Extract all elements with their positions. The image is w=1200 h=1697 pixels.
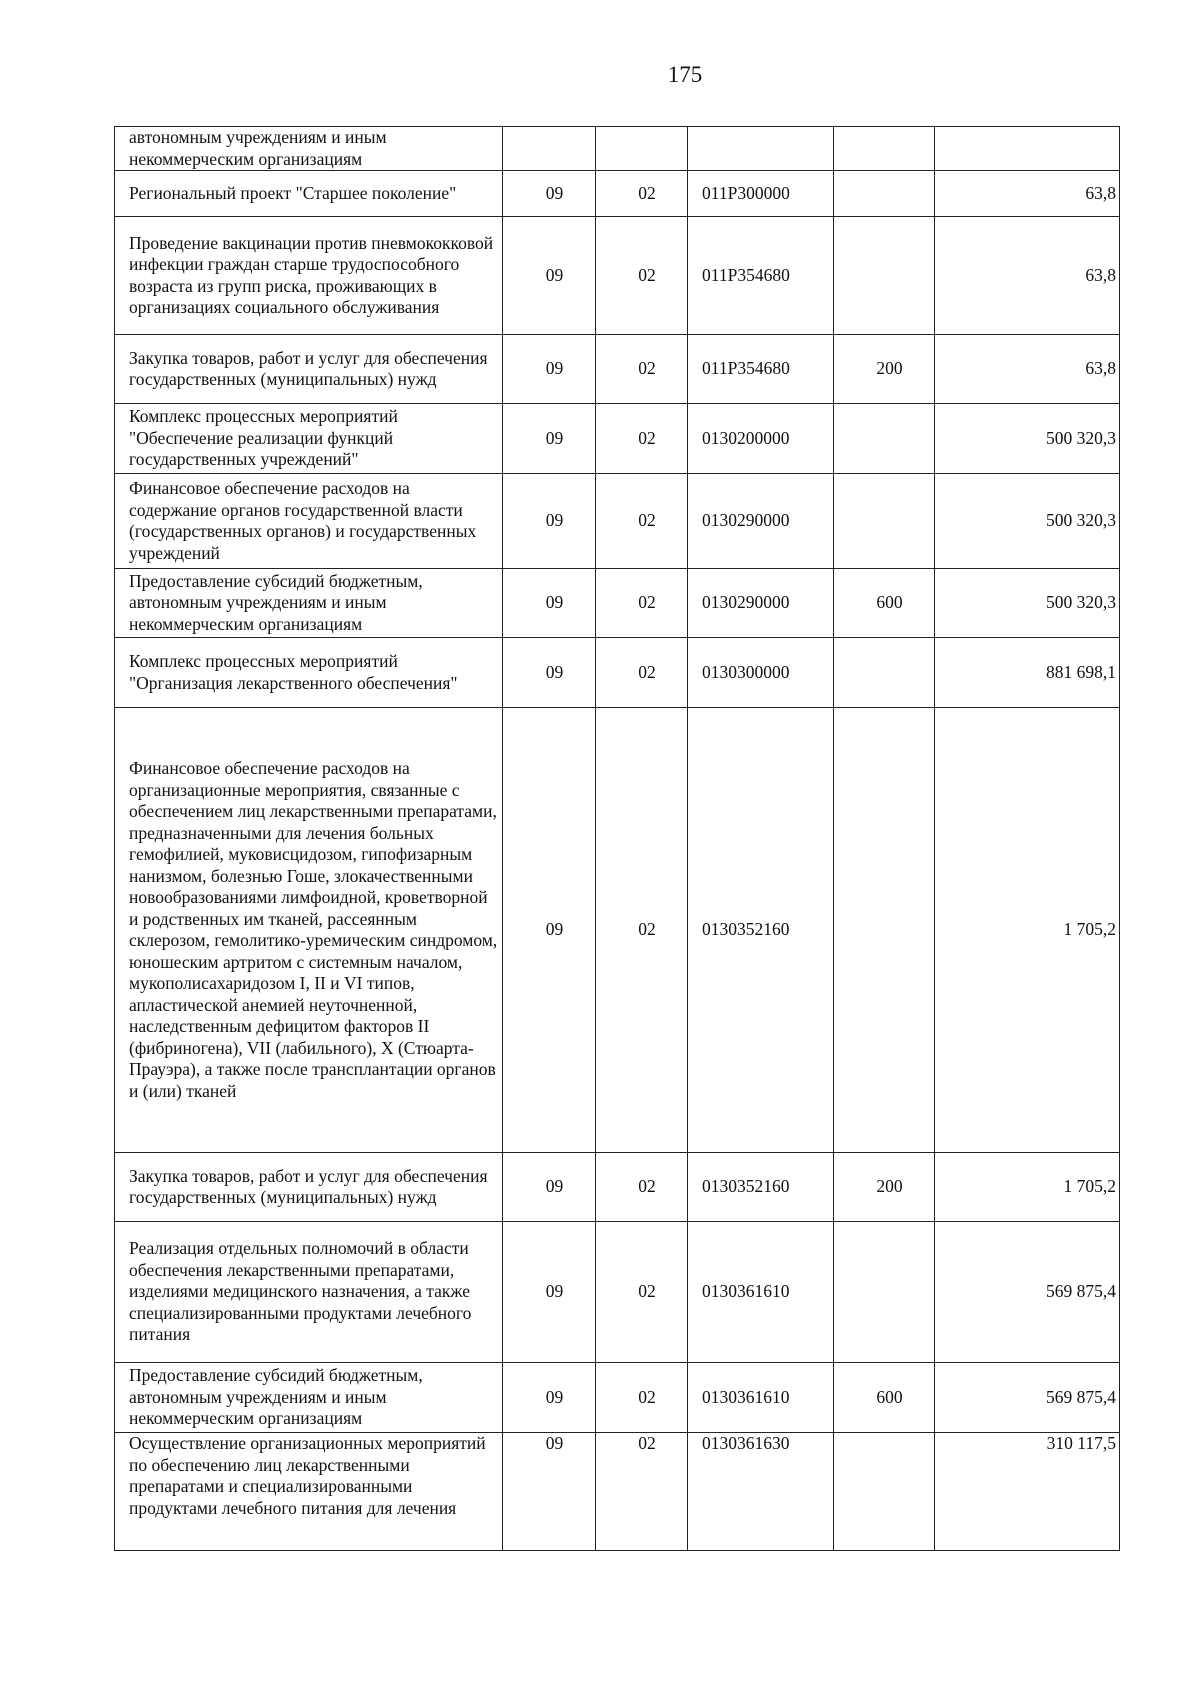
- row-amount: 569 875,4: [935, 1222, 1120, 1363]
- row-name: Проведение вакцинации против пневмококковой инфекции граждан старше трудоспособного возраста из групп риска, проживающих в организациях социального обслуживания: [115, 217, 503, 335]
- table-row: [115, 1153, 1120, 1222]
- row-section: 09: [503, 1222, 596, 1363]
- row-amount: 500 320,3: [935, 569, 1120, 638]
- row-section: 09: [503, 708, 596, 1153]
- row-amount: [935, 127, 1120, 171]
- table-row: [115, 335, 1120, 404]
- row-expense-type: [834, 127, 935, 171]
- row-name: Предоставление субсидий бюджетным, автономным учреждениям и иным некоммерческим организациям: [115, 569, 503, 638]
- row-target-code: [688, 127, 834, 171]
- row-target-code: 0130200000: [688, 404, 834, 474]
- row-subsection: 02: [596, 474, 688, 569]
- row-name: Финансовое обеспечение расходов на организационные мероприятия, связанные с обеспечением лиц лекарственными препаратами, предназначенными для лечения больных гемофилией, муковисцидозом, гипофизарным нанизмом, болезнью Гоше, злокачественными новообразованиями лимфоидной, кроветворной и родственных им тканей, рассеянным склерозом, гемолитико-уремическим синдромом, юношеским артритом с системным началом, мукополисахаридозом I, II и VI типов, апластической анемией неуточненной, наследственным дефицитом факторов II (фибриногена), VII (лабильного), X (Стюарта-Прауэра), а также после трансплантации органов и (или) тканей: [115, 708, 503, 1153]
- table-row: [115, 171, 1120, 217]
- row-name: Реализация отдельных полномочий в области обеспечения лекарственными препаратами, изделиями медицинского назначения, а также специализированными продуктами лечебного питания: [115, 1222, 503, 1363]
- row-target-code: 0130352160: [688, 708, 834, 1153]
- budget-table: [114, 126, 1120, 1551]
- row-expense-type: [834, 1222, 935, 1363]
- row-target-code: 011Р354680: [688, 217, 834, 335]
- row-name: Осуществление организационных мероприятий по обеспечению лиц лекарственными препаратами и специализированными продуктами лечебного питания для лечения: [115, 1433, 503, 1551]
- table-row: [115, 474, 1120, 569]
- row-subsection: 02: [596, 569, 688, 638]
- row-section: 09: [503, 569, 596, 638]
- row-expense-type: [834, 474, 935, 569]
- row-section: 09: [503, 404, 596, 474]
- row-name: Закупка товаров, работ и услуг для обеспечения государственных (муниципальных) нужд: [115, 1153, 503, 1222]
- row-expense-type: 600: [834, 569, 935, 638]
- row-target-code: 0130290000: [688, 474, 834, 569]
- table-row: [115, 569, 1120, 638]
- table-row: [115, 1433, 1120, 1551]
- table-row: [115, 217, 1120, 335]
- row-target-code: 0130361630: [688, 1433, 834, 1551]
- row-name: Комплекс процессных мероприятий "Обеспечение реализации функций государственных учреждений": [115, 404, 503, 474]
- row-subsection: 02: [596, 1222, 688, 1363]
- row-amount: 63,8: [935, 335, 1120, 404]
- row-expense-type: [834, 708, 935, 1153]
- row-target-code: 0130290000: [688, 569, 834, 638]
- row-name: Финансовое обеспечение расходов на содержание органов государственной власти (государственных органов) и государственных учреждений: [115, 474, 503, 569]
- row-section: 09: [503, 171, 596, 217]
- row-section: [503, 127, 596, 171]
- row-section: 09: [503, 1363, 596, 1433]
- row-target-code: 0130361610: [688, 1363, 834, 1433]
- row-target-code: 011Р300000: [688, 171, 834, 217]
- row-subsection: 02: [596, 1433, 688, 1551]
- row-name: автономным учреждениям и иным некоммерческим организациям: [115, 127, 503, 171]
- row-amount: 500 320,3: [935, 404, 1120, 474]
- row-section: 09: [503, 1153, 596, 1222]
- row-target-code: 0130352160: [688, 1153, 834, 1222]
- row-amount: 1 705,2: [935, 708, 1120, 1153]
- row-subsection: 02: [596, 1153, 688, 1222]
- table-row: [115, 1363, 1120, 1433]
- row-amount: 881 698,1: [935, 638, 1120, 708]
- row-subsection: 02: [596, 217, 688, 335]
- row-subsection: [596, 127, 688, 171]
- row-section: 09: [503, 638, 596, 708]
- row-amount: 569 875,4: [935, 1363, 1120, 1433]
- row-expense-type: 200: [834, 335, 935, 404]
- row-subsection: 02: [596, 1363, 688, 1433]
- row-expense-type: [834, 638, 935, 708]
- table-row: [115, 404, 1120, 474]
- table-row: [115, 638, 1120, 708]
- row-amount: 63,8: [935, 217, 1120, 335]
- table-row: [115, 127, 1120, 171]
- row-expense-type: 600: [834, 1363, 935, 1433]
- row-amount: 500 320,3: [935, 474, 1120, 569]
- row-subsection: 02: [596, 171, 688, 217]
- row-section: 09: [503, 217, 596, 335]
- row-subsection: 02: [596, 404, 688, 474]
- row-name: Предоставление субсидий бюджетным, автономным учреждениям и иным некоммерческим организациям: [115, 1363, 503, 1433]
- table-row: [115, 1222, 1120, 1363]
- row-expense-type: 200: [834, 1153, 935, 1222]
- row-subsection: 02: [596, 335, 688, 404]
- row-subsection: 02: [596, 638, 688, 708]
- row-section: 09: [503, 335, 596, 404]
- row-target-code: 011Р354680: [688, 335, 834, 404]
- row-subsection: 02: [596, 708, 688, 1153]
- row-expense-type: [834, 1433, 935, 1551]
- row-expense-type: [834, 171, 935, 217]
- row-name: Комплекс процессных мероприятий "Организация лекарственного обеспечения": [115, 638, 503, 708]
- row-target-code: 0130300000: [688, 638, 834, 708]
- row-target-code: 0130361610: [688, 1222, 834, 1363]
- row-expense-type: [834, 217, 935, 335]
- row-name: Закупка товаров, работ и услуг для обеспечения государственных (муниципальных) нужд: [115, 335, 503, 404]
- row-section: 09: [503, 1433, 596, 1551]
- row-name: Региональный проект "Старшее поколение": [115, 171, 503, 217]
- table-row: [115, 708, 1120, 1153]
- row-amount: 310 117,5: [935, 1433, 1120, 1551]
- row-amount: 1 705,2: [935, 1153, 1120, 1222]
- row-section: 09: [503, 474, 596, 569]
- row-expense-type: [834, 404, 935, 474]
- page-number: 175: [667, 62, 703, 87]
- row-amount: 63,8: [935, 171, 1120, 217]
